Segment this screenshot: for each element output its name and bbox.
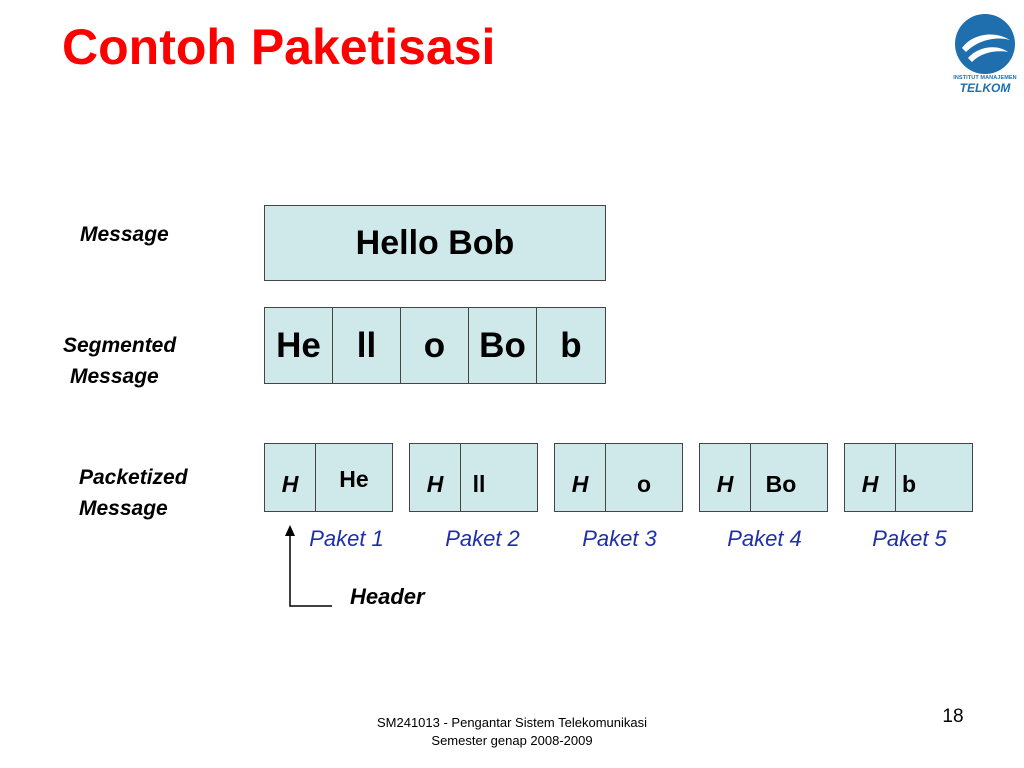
packet-box <box>409 443 538 512</box>
packet-payload: He <box>339 466 369 492</box>
segment-box: Bo <box>468 307 537 384</box>
segment-box: o <box>400 307 469 384</box>
packet-payload: o <box>636 470 652 497</box>
slide-footer <box>312 714 712 750</box>
message-box: Hello Bob <box>264 205 606 281</box>
packet-payload: b <box>901 470 917 497</box>
packet-label: Paket 4 <box>727 526 802 551</box>
packet-payload: ll <box>472 470 486 497</box>
footer-semester: Semester genap 2008-2009 <box>431 733 593 748</box>
message-label: Message <box>80 223 169 246</box>
logo-institution-text: INSTITUT MANAJEMEN <box>953 75 1017 81</box>
footer-course: SM241013 - Pengantar Sistem Telekomunikasi <box>376 715 648 730</box>
packet-header: H <box>426 470 444 497</box>
packet-box <box>844 443 973 512</box>
packet-box <box>264 443 393 512</box>
page-number: 18 <box>942 706 964 727</box>
packetized-label-line1: Packetized <box>79 466 188 489</box>
packet-header: H <box>571 470 589 497</box>
header-label: Header <box>350 584 425 609</box>
packet-header: H <box>861 470 879 497</box>
segmented-label-line2: Message <box>70 365 159 388</box>
segment-box: b <box>536 307 606 384</box>
packet-label: Paket 5 <box>872 526 947 551</box>
segment-box: He <box>264 307 333 384</box>
packet-label: Paket 3 <box>582 526 657 551</box>
packetized-label-line2: Message <box>79 497 168 520</box>
packet-label: Paket 2 <box>445 526 520 551</box>
packet-label: Paket 1 <box>309 526 384 551</box>
packet-box <box>699 443 828 512</box>
logo-brand-text: TELKOM <box>959 81 1011 95</box>
slide-title: Contoh Paketisasi <box>62 19 496 75</box>
packet-payload: Bo <box>765 470 797 497</box>
packet-box <box>554 443 683 512</box>
header-pointer-arrow <box>280 524 340 610</box>
segmented-label-line1: Segmented <box>63 334 177 357</box>
packet-header: H <box>281 470 299 497</box>
packet-header: H <box>716 470 734 497</box>
segment-box: ll <box>332 307 401 384</box>
